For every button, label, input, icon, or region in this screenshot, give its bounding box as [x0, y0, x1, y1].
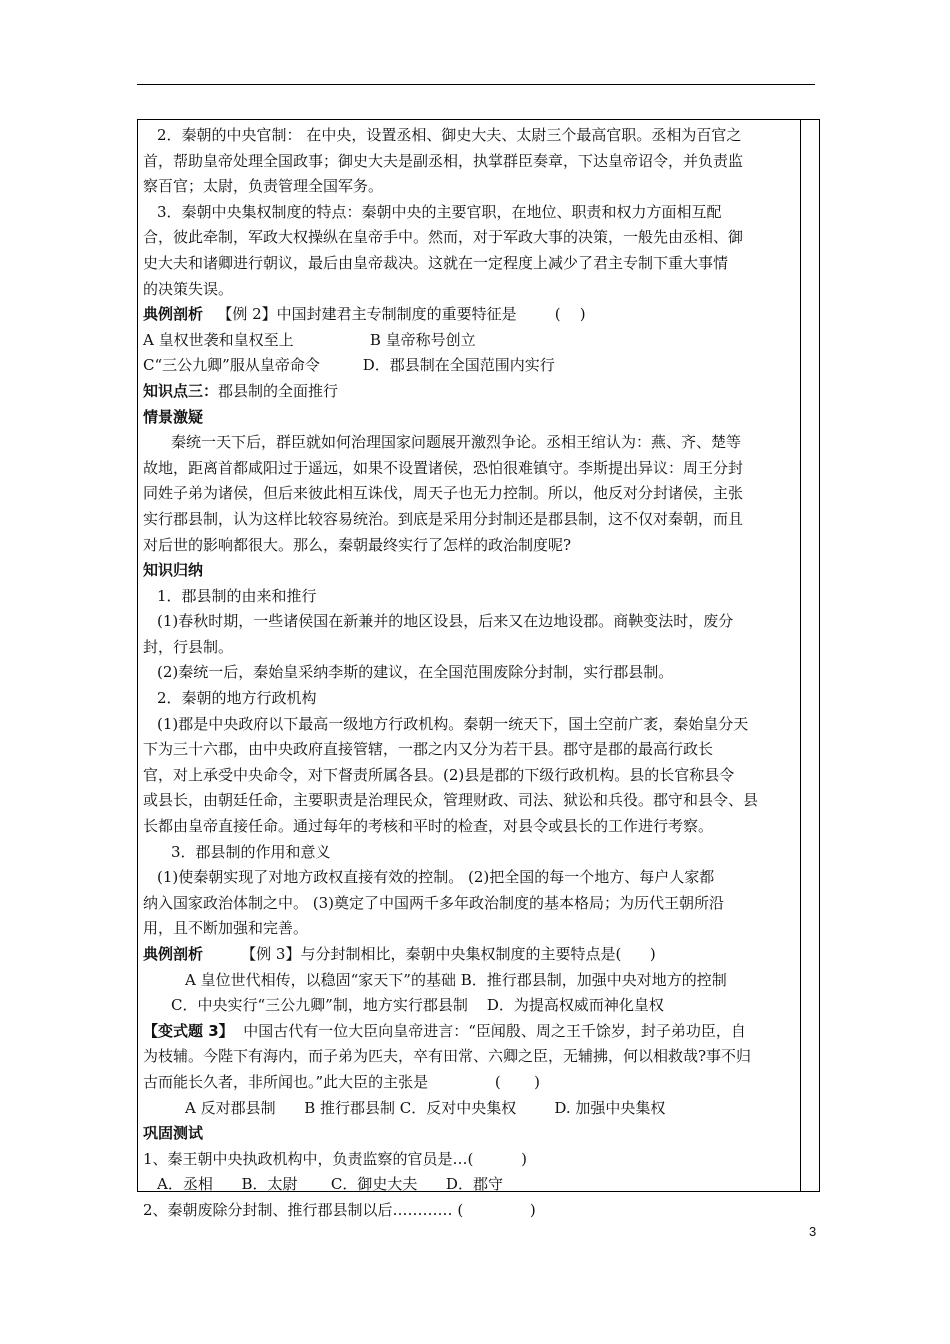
- text-line: [143, 737, 795, 763]
- line-text: 3．秦朝中央集权制度的特点：秦朝中央的主要官职，在地位、职责和权力方面相互配: [157, 202, 722, 221]
- text-line: [143, 405, 795, 431]
- line-text: 官，对上承受中央命令，对下督责所属各县。(2)县是郡的下级行政机构。县的长官称县令: [143, 765, 735, 784]
- text-line: [143, 1044, 795, 1070]
- text-line: [143, 865, 795, 891]
- line-text: 同姓子弟为诸侯，但后来彼此相互诛伐，周天子也无力控制。所以，他反对分封诸侯，主张: [143, 484, 744, 503]
- line-text: 下为三十六郡，由中央政府直接管辖，一郡之内又分为若干县。郡守是郡的最高行政长: [143, 740, 714, 759]
- column-divider: [800, 120, 801, 1191]
- line-text: (2)秦统一后，秦始皇采纳李斯的建议，在全国范围废除分封制，实行郡县制。: [157, 663, 674, 682]
- line-text: C“三公九卿”服从皇帝命令 D．郡县制在全国范围内实行: [143, 356, 555, 375]
- line-text: 故地，距离首都咸阳过于遥远，如果不设置诸侯，恐怕很难镇守。李斯提出异议：周王分封: [143, 458, 744, 477]
- text-line: [143, 788, 795, 814]
- text-line: [143, 456, 795, 482]
- line-text: 中国古代有一位大臣向皇帝进言：“臣闻殷、周之王千馀岁，封子弟功臣，自: [233, 1021, 746, 1040]
- line-text: 长都由皇帝直接任命。通过每年的考核和平时的检查，对县令或县长的工作进行考察。: [143, 817, 714, 836]
- text-line: [143, 584, 795, 610]
- line-text: 用，且不断加强和完善。: [143, 919, 309, 938]
- text-line: [143, 1198, 795, 1224]
- line-text: A 皇位世代相传，以稳固“家天下”的基础 B．推行郡县制，加强中央对地方的控制: [185, 970, 727, 989]
- header-rule: [137, 84, 815, 85]
- text-line: [143, 558, 795, 584]
- line-text: A．丞相 B．太尉 C．御史大夫 D．郡守: [157, 1175, 503, 1194]
- line-text: 2．秦朝的中央官制： 在中央，设置丞相、御史大夫、太尉三个最高官职。丞相为百官之: [157, 126, 742, 144]
- text-line: [143, 328, 795, 354]
- text-line: [143, 712, 795, 738]
- line-text: 封，行县制。: [143, 637, 234, 656]
- text-line: [143, 968, 795, 994]
- line-text: 秦统一天下后，群臣就如何治理国家问题展开激烈争论。丞相王绾认为：燕、齐、楚等: [171, 433, 742, 452]
- line-text: 1、秦王朝中央执政机构中，负责监察的官员是…( ): [143, 1149, 527, 1168]
- lesson-content: [143, 123, 795, 1224]
- text-line: [143, 251, 795, 277]
- text-line: [143, 635, 795, 661]
- text-line: [143, 1096, 795, 1122]
- line-text: A 反对郡县制 B 推行郡县制 C．反对中央集权 D. 加强中央集权: [185, 1098, 666, 1117]
- text-line: [143, 123, 795, 149]
- line-text: (1)春秋时期，一些诸侯国在新兼并的地区设县，后来又在边地设郡。商鞅变法时，废分: [157, 612, 734, 631]
- text-line: [143, 1019, 795, 1045]
- line-text: 2．秦朝的地方行政机构: [157, 689, 317, 708]
- text-line: [143, 149, 795, 175]
- section-label: 知识归纳: [143, 561, 204, 580]
- section-label: 情景激疑: [143, 407, 204, 426]
- text-line: [143, 507, 795, 533]
- line-text: 【例 3】与分封制相比，秦朝中央集权制度的主要特点是( ): [203, 945, 656, 963]
- page-number: 3: [809, 1224, 817, 1239]
- text-line: [143, 1070, 795, 1096]
- line-text: 史大夫和诸卿进行朝议，最后由皇帝裁决。这就在一定程度上减少了君主专制下重大事情: [143, 253, 729, 272]
- text-line: [143, 1147, 795, 1173]
- text-line: [143, 993, 795, 1019]
- line-text: C．中央实行“三公九卿”制，地方实行郡县制 D．为提高权威而神化皇权: [171, 996, 664, 1015]
- text-line: [143, 379, 795, 405]
- section-label: 典例剖析: [143, 945, 204, 963]
- section-label: 典例剖析: [143, 305, 204, 324]
- text-line: [143, 1172, 795, 1198]
- lesson-table: [137, 119, 820, 1219]
- line-text: (1)郡是中央政府以下最高一级地方行政机构。秦朝一统天下，国土空前广袤，秦始皇分天: [157, 714, 749, 733]
- text-line: [143, 430, 795, 456]
- text-line: [143, 763, 795, 789]
- text-line: [143, 277, 795, 303]
- section-label: 巩固测试: [143, 1124, 204, 1143]
- line-text: 1．郡县制的由来和推行: [157, 586, 317, 605]
- text-line: [143, 609, 795, 635]
- text-line: [143, 840, 795, 866]
- text-line: [143, 942, 795, 968]
- line-text: 或县长，由朝廷任命，主要职责是治理民众，管理财政、司法、狱讼和兵役。郡守和县令、县: [143, 791, 759, 810]
- line-text: A 皇权世袭和皇权至上 B 皇帝称号创立: [143, 330, 476, 349]
- text-line: [143, 353, 795, 379]
- text-line: [143, 814, 795, 840]
- line-text: (1)使秦朝实现了对地方政权直接有效的控制。 (2)把全国的每一个地方、每户人家都: [157, 868, 715, 887]
- text-line: [143, 302, 795, 328]
- text-line: [143, 916, 795, 942]
- line-text: 合，彼此牵制，军政大权操纵在皇帝手中。然而，对于军政大事的决策，一般先由丞相、御: [143, 228, 744, 247]
- line-text: 的决策失误。: [143, 279, 234, 298]
- line-text: 实行郡县制，认为这样比较容易统治。到底是采用分封制还是郡县制，这不仅对秦朝，而且: [143, 509, 744, 528]
- section-label: 【变式题 3】: [143, 1021, 234, 1040]
- text-line: [143, 686, 795, 712]
- line-text: 3．郡县制的作用和意义: [171, 842, 331, 861]
- line-text: 察百官；太尉，负责管理全国军务。: [143, 177, 384, 196]
- line-text: 郡县制的全面推行: [218, 381, 339, 400]
- text-line: [143, 174, 795, 200]
- line-text: 为枝辅。今陛下有海内，而子弟为匹夫，卒有田常、六卿之臣，无辅拂，何以相救哉?事不归: [143, 1047, 752, 1066]
- text-line: [143, 225, 795, 251]
- line-text: 首，帮助皇帝处理全国政事；御史大夫是副丞相，执掌群臣奏章，下达皇帝诏令，并负责监: [143, 151, 744, 170]
- line-text: 2、秦朝废除分封制、推行郡县制以后………… ( ): [143, 1200, 536, 1219]
- line-text: 纳入国家政治体制之中。 (3)奠定了中国两千多年政治制度的基本格局；为历代王朝所沿: [143, 893, 725, 912]
- text-line: [143, 891, 795, 917]
- line-text: 【例 2】中国封建君主专制制度的重要特征是 ( ): [203, 305, 586, 324]
- text-line: [143, 200, 795, 226]
- line-text: 对后世的影响都很大。那么，秦朝最终实行了怎样的政治制度呢?: [143, 535, 572, 554]
- text-line: [143, 1121, 795, 1147]
- text-line: [143, 660, 795, 686]
- line-text: 古而能长久者，非所闻也。”此大臣的主张是 ( ): [143, 1072, 541, 1091]
- section-label: 知识点三：: [143, 381, 219, 400]
- text-line: [143, 533, 795, 559]
- text-line: [143, 481, 795, 507]
